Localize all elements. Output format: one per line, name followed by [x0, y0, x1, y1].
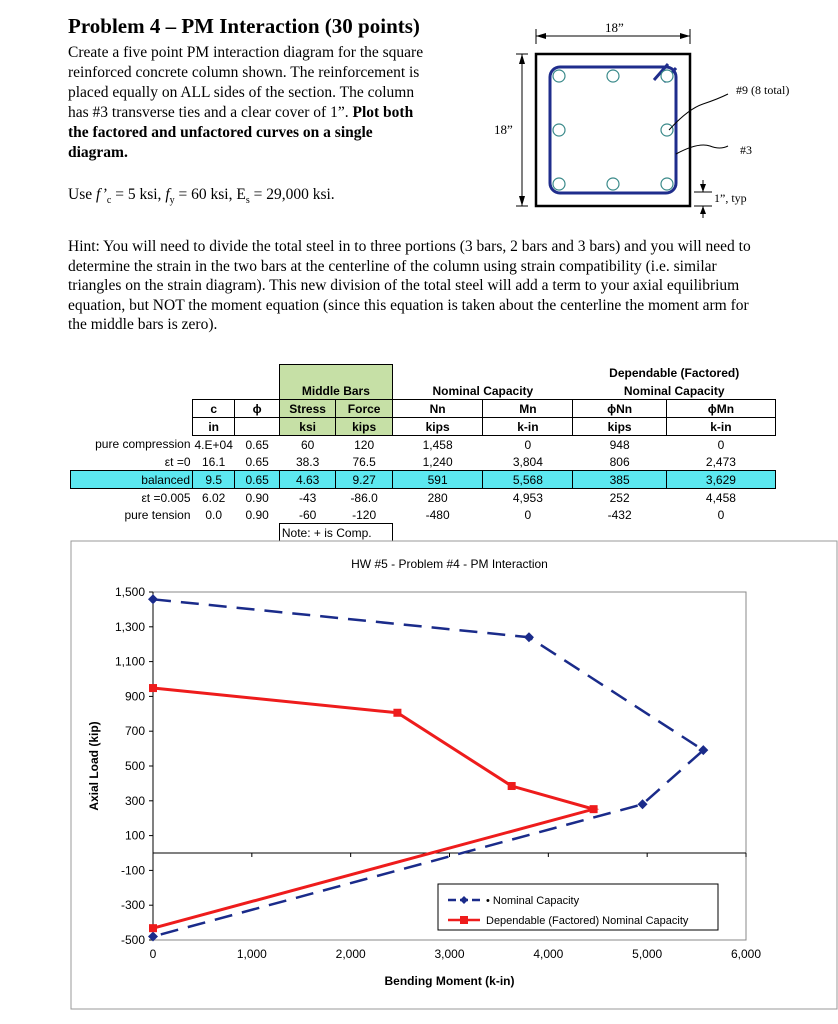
factored-data-point	[149, 924, 157, 932]
table-cell: 76.5	[352, 454, 376, 469]
width-dimension-label: 18”	[605, 20, 624, 35]
problem-line: the factored and unfactored curves on a single	[68, 124, 373, 141]
table-cell	[71, 400, 193, 418]
table-cell: 0.90	[245, 507, 269, 522]
rebar	[553, 124, 565, 136]
unit-header: kips	[573, 418, 666, 436]
legend-marker	[460, 916, 468, 924]
table-cell: 3,804	[512, 454, 543, 469]
x-tick-label: 0	[149, 947, 157, 961]
problem-line: reinforced concrete column shown. The reinforcement is	[68, 64, 420, 81]
table-cell	[336, 365, 393, 383]
factored-data-point	[590, 805, 598, 813]
table-cell: 0.0	[205, 507, 223, 522]
unit-header	[235, 418, 280, 436]
table-cell: -432	[607, 507, 632, 522]
column-header: ϕMn	[666, 400, 775, 418]
material-properties: Use $f’_c = 5$ ksi, $f_y = 60$ ksi, $E_s = 29,000$ ksi.	[68, 186, 335, 207]
column-header: c	[193, 400, 235, 418]
factored-data-point	[149, 684, 157, 692]
group-header: Nominal Capacity	[573, 382, 776, 400]
chart-legend	[438, 884, 718, 930]
x-tick-label: 5,000	[632, 947, 663, 961]
table-cell: 6.02	[202, 490, 226, 505]
table-cell: 4.63	[279, 471, 336, 489]
row-label: pure tension	[124, 507, 191, 522]
table-cell: -60	[298, 507, 317, 522]
y-tick-label: 500	[124, 759, 145, 773]
rebar	[661, 70, 673, 82]
column-header: Mn	[483, 400, 573, 418]
table-cell: 0	[717, 507, 725, 522]
y-tick-label: -300	[120, 898, 145, 913]
table-cell: 2,473	[705, 454, 736, 469]
table-cell: 4,953	[512, 490, 543, 505]
hint-paragraph: Hint: You will need to divide the total steel in to three portions (3 bars, 2 bars and 3 bars) and you will need to determine the strain in the two bars at the centerline of the column using strain compatibility (i.e. similar triangles on the strain diagram). This new division of the total steel will add a term to your axial equilibrium equation, but NOT the moment equation (since this equation is taken about the centerline the moment arm for the middle bars is zero).	[68, 238, 751, 334]
table-cell	[71, 382, 193, 400]
problem-statement	[68, 43, 423, 163]
table-cell: 60	[300, 437, 315, 452]
table-cell: 948	[609, 437, 630, 452]
table-cell: 0.90	[245, 490, 269, 505]
unit-header: k-in	[483, 418, 573, 436]
column-header: Nn	[392, 400, 483, 418]
table-cell	[71, 418, 193, 436]
rebar	[553, 70, 565, 82]
table-cell: 0	[524, 437, 532, 452]
x-tick-label: 3,000	[434, 947, 465, 961]
table-cell: 16.1	[202, 454, 226, 469]
table-cell: 252	[609, 490, 630, 505]
table-cell: 0.65	[235, 471, 280, 489]
table-row	[71, 382, 776, 400]
column-header: ϕ	[235, 400, 280, 418]
rebar	[661, 178, 673, 190]
column-header: Force	[336, 400, 393, 418]
unit-header: kips	[392, 418, 483, 436]
factored-data-point	[393, 709, 401, 717]
x-tick-label: 2,000	[335, 947, 366, 961]
table-cell: 591	[392, 471, 483, 489]
x-tick-label: 6,000	[730, 947, 762, 961]
table-cell: 120	[354, 437, 375, 452]
table-cell: -43	[298, 490, 317, 505]
table-cell: 4.E+04	[194, 437, 233, 452]
table-cell: 280	[427, 490, 448, 505]
y-tick-label: -500	[120, 933, 145, 947]
table-cell: 9.27	[336, 471, 393, 489]
y-tick-label: 100	[124, 828, 145, 843]
y-tick-label: 900	[124, 689, 145, 704]
rebar	[607, 70, 619, 82]
table-cell	[193, 365, 235, 383]
table-row	[71, 489, 776, 507]
table-cell	[71, 524, 193, 542]
table-row	[71, 453, 776, 471]
table-cell	[483, 365, 573, 383]
table-note: Note: + is Comp.	[279, 524, 392, 542]
problem-line: placed equally on ALL sides of the section. The column	[68, 84, 415, 101]
problem-line: has #3 transverse ties and a clear cover of 1”. Plot both	[68, 104, 414, 121]
y-tick-label: 700	[124, 724, 145, 739]
height-dimension-label: 18”	[494, 122, 513, 137]
factored-data-point	[508, 782, 516, 790]
row-label: εt =0	[164, 454, 191, 469]
rebar	[661, 124, 673, 136]
table-cell: 0.65	[245, 454, 269, 469]
cover-label: 1”, typ	[714, 191, 747, 205]
table-cell: -86.0	[350, 490, 378, 505]
bar-label: #9 (8 total)	[736, 83, 790, 97]
row-label: balanced	[71, 471, 193, 489]
table-cell	[235, 382, 280, 400]
problem-line: diagram.	[68, 144, 128, 161]
table-cell	[235, 365, 280, 383]
column-header: ϕNn	[573, 400, 666, 418]
legend-label: Dependable (Factored) Nominal Capacity	[486, 915, 689, 927]
table-cell: 3,629	[666, 471, 775, 489]
group-header: Middle Bars	[279, 382, 392, 400]
problem-title: Problem 4 – PM Interaction (30 points)	[68, 14, 420, 38]
problem-line: Create a five point PM interaction diagram for the square	[68, 44, 424, 61]
group-header: Dependable (Factored)	[609, 366, 740, 381]
table-cell	[193, 382, 235, 400]
table-row	[71, 506, 776, 524]
column-section-figure	[488, 14, 808, 224]
table-cell	[71, 365, 193, 383]
pm-results-table	[70, 364, 776, 542]
table-cell: 385	[573, 471, 666, 489]
table-cell: 38.3	[295, 454, 320, 469]
x-tick-label: 4,000	[533, 947, 564, 961]
y-axis-label: Axial Load (kip)	[87, 721, 101, 811]
tie-label: #3	[740, 143, 752, 157]
unit-header: k-in	[666, 418, 775, 436]
y-tick-label: 300	[124, 793, 145, 808]
row-label: εt =0.005	[141, 490, 191, 505]
unit-header: kips	[336, 418, 393, 436]
unit-header: ksi	[279, 418, 336, 436]
table-cell	[279, 365, 336, 383]
row-label: pure compression	[95, 437, 191, 452]
table-cell: 0	[524, 507, 532, 522]
table-cell: 5,568	[483, 471, 573, 489]
table-cell: 4,458	[705, 490, 736, 505]
table-cell	[235, 524, 280, 542]
table-cell: 0.65	[245, 437, 269, 452]
table-cell: 9.5	[193, 471, 235, 489]
y-tick-label: -100	[120, 863, 145, 878]
x-tick-label: 1,000	[236, 947, 267, 961]
y-tick-label: 1,500	[114, 585, 145, 599]
table-cell: 1,458	[422, 437, 453, 452]
column-header: Stress	[279, 400, 336, 418]
table-row	[71, 418, 776, 436]
x-axis-label: Bending Moment (k-in)	[384, 974, 515, 988]
table-row	[71, 436, 776, 454]
table-row	[71, 365, 776, 383]
pm-interaction-chart	[70, 540, 838, 1010]
rebar	[553, 178, 565, 190]
table-row	[71, 400, 776, 418]
table-cell: 1,240	[422, 454, 453, 469]
y-tick-label: 1,300	[114, 619, 145, 634]
table-cell: 806	[609, 454, 630, 469]
table-row	[71, 471, 776, 489]
y-tick-label: 1,100	[114, 654, 145, 669]
table-cell: -120	[352, 507, 377, 522]
unit-header: in	[193, 418, 235, 436]
table-cell: 0	[717, 437, 725, 452]
table-cell	[193, 524, 235, 542]
table-cell	[392, 365, 483, 383]
group-header: Nominal Capacity	[392, 382, 573, 400]
table-row	[71, 524, 776, 542]
legend-label: • Nominal Capacity	[486, 895, 580, 907]
rebar	[607, 178, 619, 190]
chart-title: HW #5 - Problem #4 - PM Interaction	[351, 557, 548, 571]
table-cell: -480	[425, 507, 450, 522]
